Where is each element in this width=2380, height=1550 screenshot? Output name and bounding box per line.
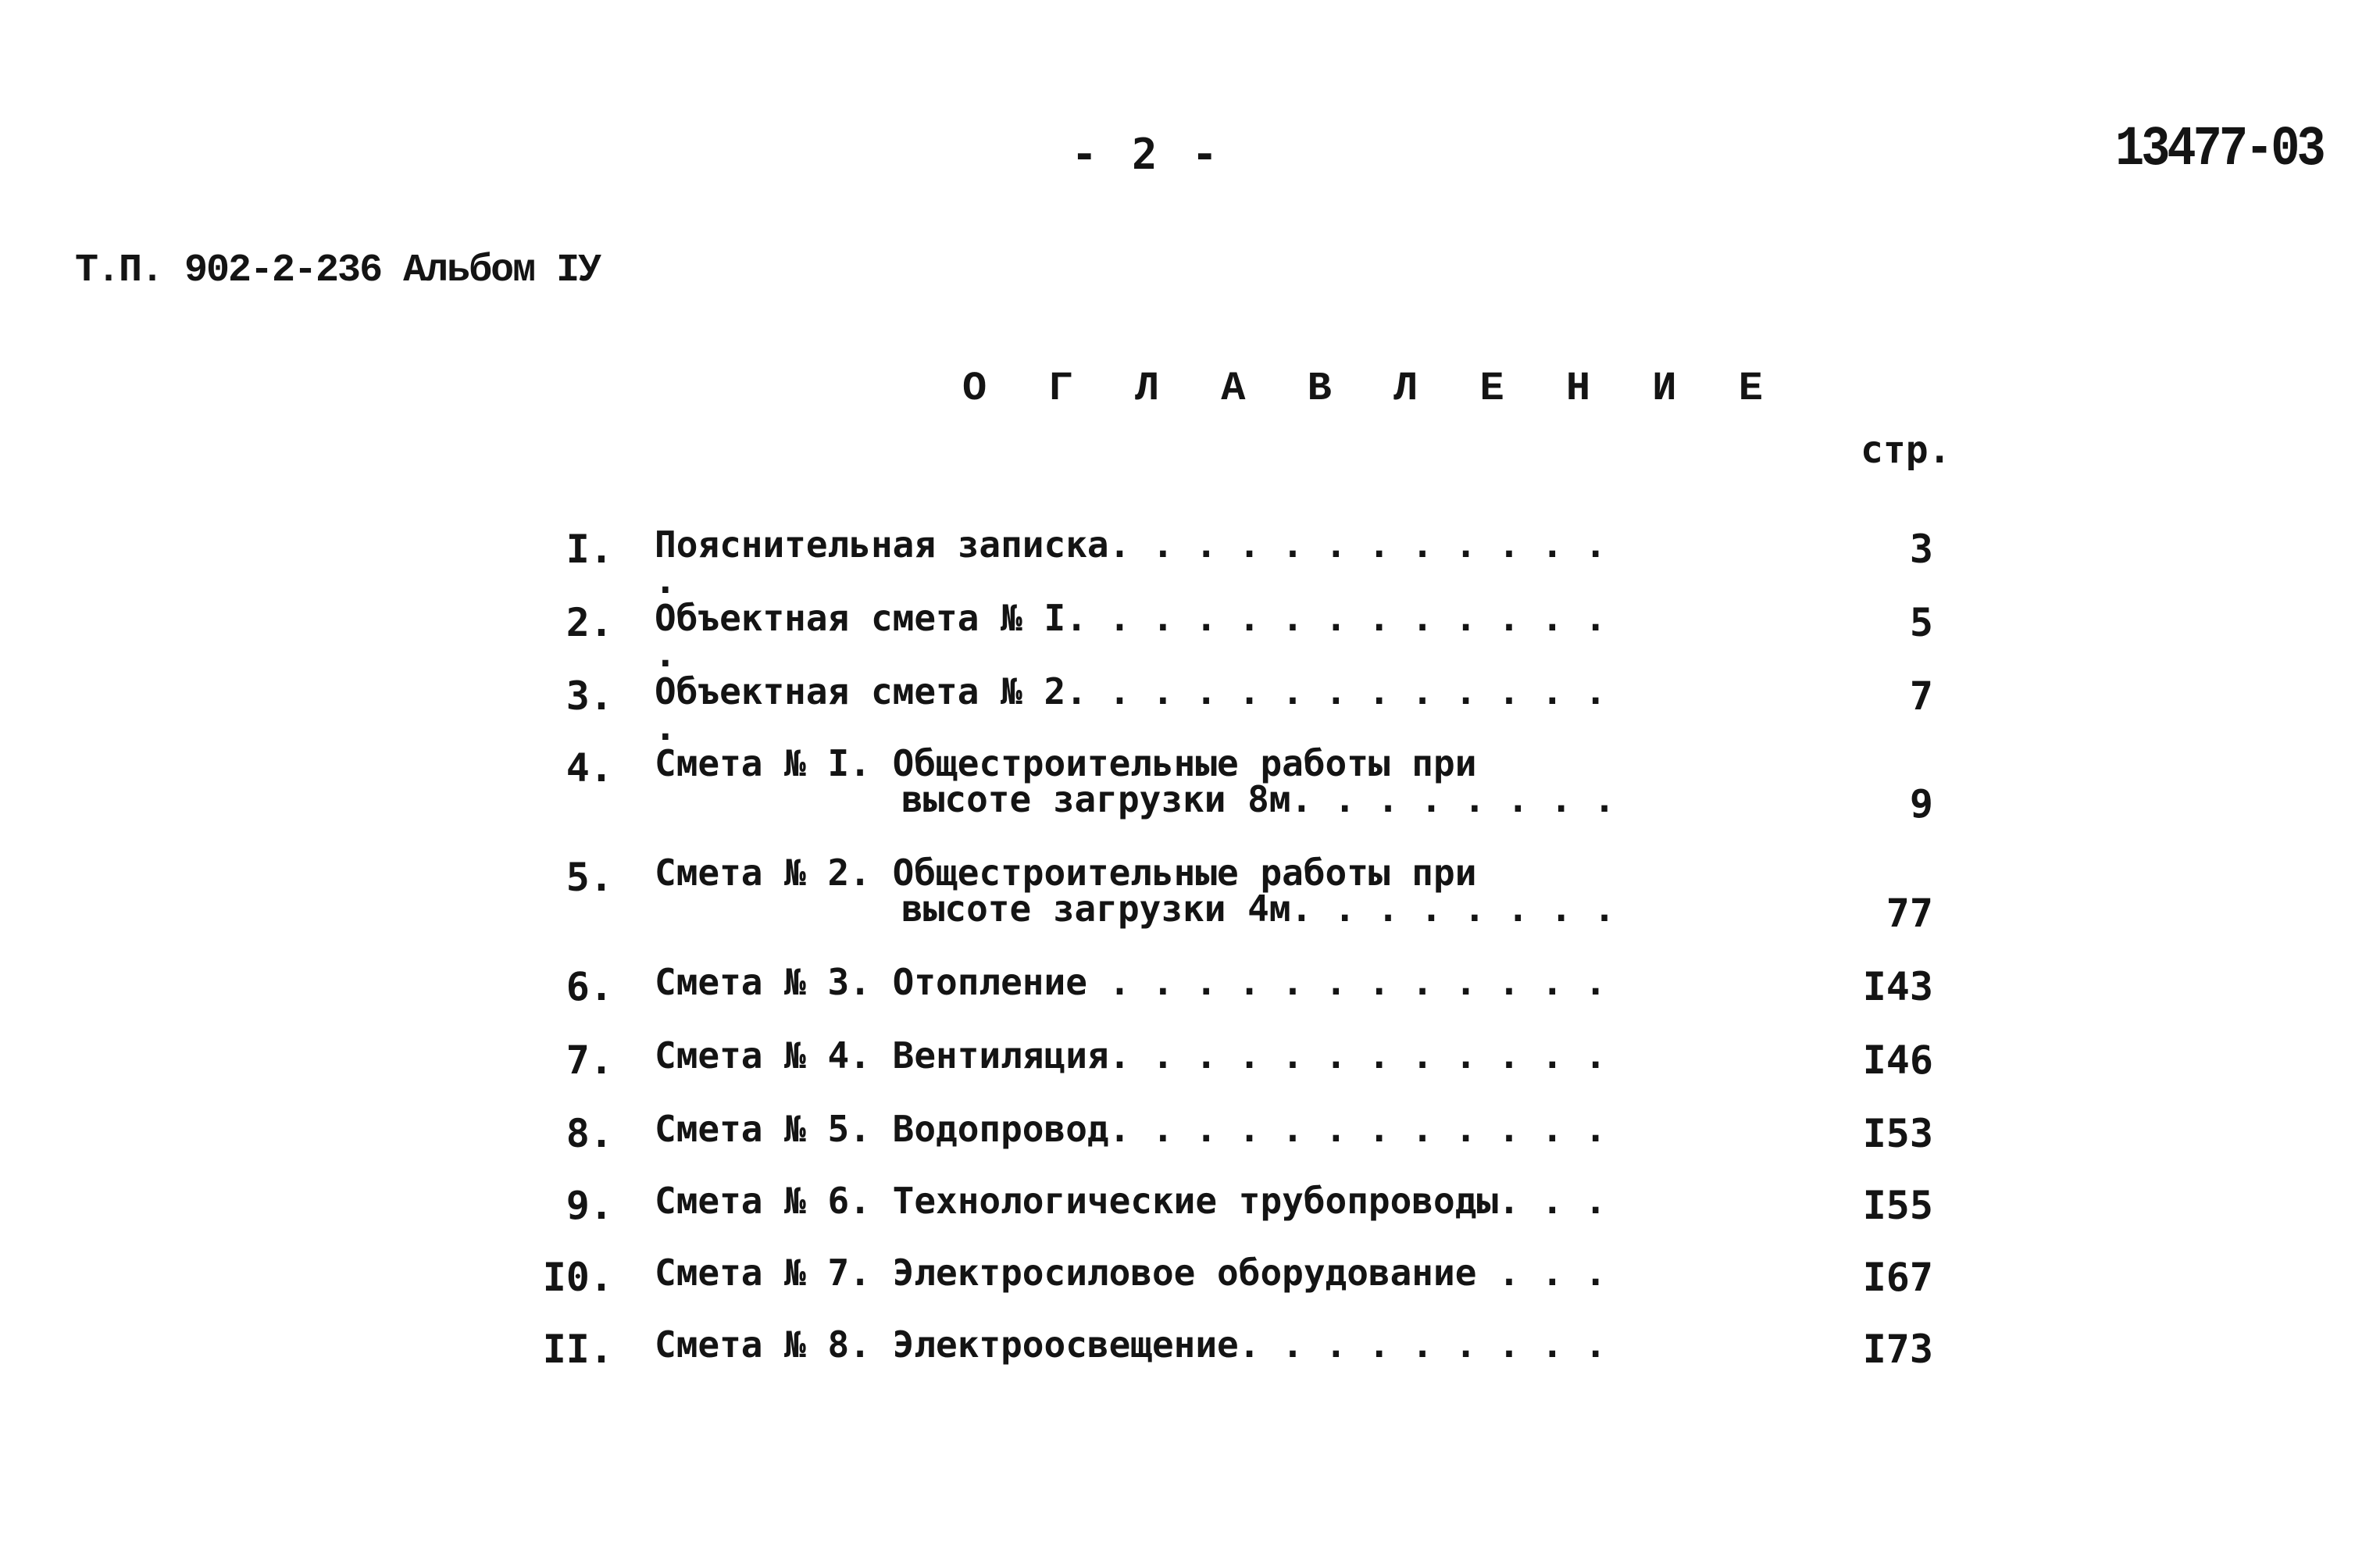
toc-entry-title: Смета № I. Общестроительные работы при высоте загрузки 8м. . . . . . . . bbox=[655, 742, 1615, 820]
toc-entry-number: 9. bbox=[566, 1183, 613, 1228]
toc-entry-number: 8. bbox=[566, 1111, 613, 1156]
toc-entry-title: Смета № 7. Электросиловое оборудование . . . bbox=[655, 1252, 1607, 1294]
toc-entry-page: I55 bbox=[1862, 1183, 1933, 1228]
toc-entry-number: II. bbox=[542, 1327, 613, 1372]
toc-entry-number: I0. bbox=[542, 1255, 613, 1300]
page-number: - 2 - bbox=[1072, 130, 1222, 179]
toc-entry-number: 5. bbox=[566, 855, 613, 900]
archive-number: 13477-03 bbox=[2115, 117, 2323, 181]
toc-entry-title: Смета № 6. Технологические трубопроводы. . . bbox=[655, 1180, 1607, 1222]
toc-entry-number: 3. bbox=[566, 673, 613, 719]
toc-entry-title: Смета № 2. Общестроительные работы при высоте загрузки 4м. . . . . . . . bbox=[655, 852, 1615, 930]
document-title: О Г Л А В Л Е Н И Е bbox=[962, 366, 1782, 412]
toc-entry-title: Пояснительная записка. . . . . . . . . . . . . bbox=[655, 523, 1607, 602]
toc-entry-page: I43 bbox=[1862, 964, 1933, 1009]
album-reference: Т.П. 902-2-236 Альбом IУ bbox=[75, 248, 601, 293]
toc-entry-number: 7. bbox=[566, 1038, 613, 1083]
toc-entry-title: Смета № 4. Вентиляция. . . . . . . . . . . . bbox=[655, 1034, 1607, 1077]
toc-entry-page: 3 bbox=[1909, 527, 1933, 572]
toc-entry-title: Объектная смета № I. . . . . . . . . . . . . . bbox=[655, 597, 1607, 675]
toc-entry-page: I67 bbox=[1862, 1255, 1933, 1300]
toc-entry-number: I. bbox=[566, 527, 613, 572]
toc-entry-page: I46 bbox=[1862, 1038, 1933, 1083]
toc-entry-number: 2. bbox=[566, 600, 613, 645]
toc-entry-title: Смета № 5. Водопровод. . . . . . . . . . . . bbox=[655, 1108, 1607, 1150]
toc-entry-number: 4. bbox=[566, 745, 613, 791]
toc-entry-title: Смета № 8. Электроосвещение. . . . . . . . . bbox=[655, 1323, 1607, 1366]
toc-entry-page: 7 bbox=[1909, 673, 1933, 719]
toc-entry-page: 9 bbox=[1909, 781, 1933, 827]
toc-entry-page: 77 bbox=[1886, 891, 1933, 936]
toc-entry-page: I53 bbox=[1862, 1111, 1933, 1156]
toc-entry-page: 5 bbox=[1909, 600, 1933, 645]
page-column-header: стр. bbox=[1861, 428, 1951, 472]
toc-entry-title: Смета № 3. Отопление . . . . . . . . . . . . bbox=[655, 961, 1607, 1003]
toc-entry-number: 6. bbox=[566, 964, 613, 1009]
toc-entry-title: Объектная смета № 2. . . . . . . . . . . . . . bbox=[655, 670, 1607, 748]
toc-entry-page: I73 bbox=[1862, 1327, 1933, 1372]
